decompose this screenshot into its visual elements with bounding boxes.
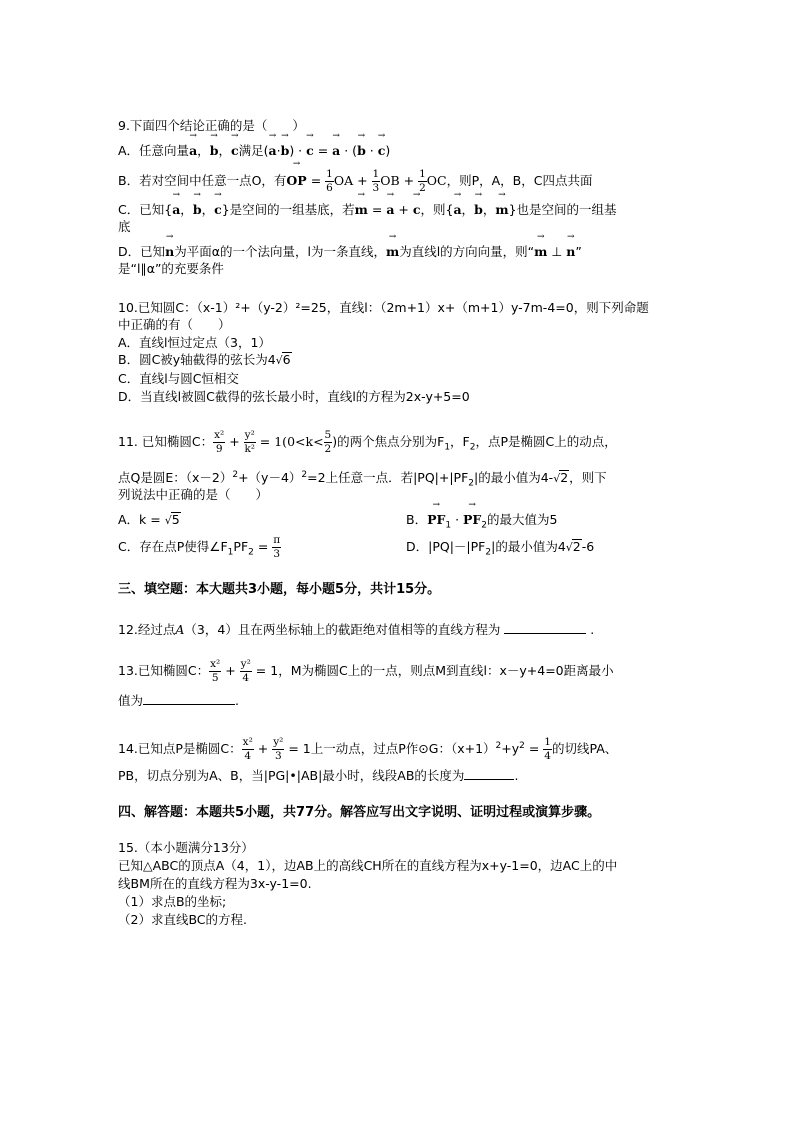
q13: 13.已知椭圆C： $\frac{\text{x²}}{5}$ + $\frac{\text{y²}}{4}$ = 1，M为椭圆C上的一点，则点M到直线l：x－y+4=0距离最小 [118,658,614,684]
q11-option-d: D．$|PQ|-|PF_2|$的最小值为4√2-6 [406,539,595,558]
q10-option-c: C．直线l与圆C恒相交 [118,371,239,386]
q10-stem: 10.已知圆C：（x-1）²+（y-2）²=25，直线l：（2m+1）x+（m+1）y-7m-4=0，则下列命题 [118,300,649,315]
q11-option-a: A．k = √5 [118,512,180,527]
q15-heading: 15.（本小题满分13分） [118,840,254,855]
q9-stem: 9.下面四个结论正确的是（ ） [118,118,305,133]
answer-blank [464,767,514,780]
q10-option-a: A．直线l恒过定点（3，1） [118,335,271,350]
q9-option-d: D．已知→ n为平面α的一个法向量，l为一条直线，→ m为直线l的方向向量，则“→ m ⊥ → n” [118,244,582,260]
q10-option-b: B．圆C被y轴截得的弦长为4√6 [118,352,291,367]
q9-option-b: B．若对空间中任意一点O，有→ OP = $\frac{1}{6}$ OA + $\frac{1}{3}$ OB + $\frac{1}{2}$ OC，则P，A，B，C四点共面 [118,168,592,195]
q11-option-b: B．→ $PF_1$ · → $PF_2$的最大值为5 [406,512,557,534]
answer-blank [504,621,586,634]
q9-option-c: C．已知{→ a，→ b，→ c}是空间的一组基底，若→ m = → a + → c，则{→ a，→ b，→ m}也是空间的一组基 [118,202,617,218]
q15-text-line2: 线BM所在的直线方程为3x-y-1=0. [118,876,312,891]
q15-part1: （1）求点B的坐标; [118,894,227,909]
q14: 14.已知点P是椭圆C： $\frac{\text{x²}}{4}$ + $\frac{\text{y²}}{3}$ = 1上一动点，过点P作⊙G：$(x+1)^2+y^2$ = $\frac{1}{4}$ 的切线PA、 [118,736,618,763]
q11-stem-line3: 列说法中正确的是（ ） [118,487,269,502]
q15-part2: （2）求直线BC的方程. [118,912,248,927]
answer-blank [143,692,235,705]
q11-stem-line2: 点Q是圆E：$(x-2)^2+(y-4)^2=2$上任意一点．若$|PQ|+|PF_2|$的最小值为4-√2，则下 [118,470,607,489]
q9-option-c-cont: 底 [118,219,131,234]
q10-stem-cont: 中正确的有（ ） [118,317,231,332]
q9-option-a: A．任意向量→ a，→ b，→ c满足(→ a·→ b) · → c = → a · (→ b · → c) [118,143,390,159]
q12: 12.经过点A（3，4）且在两坐标轴上的截距绝对值相等的直线方程为 . [118,622,595,637]
section-solutions-heading: 四、解答题：本题共5小题，共77分。解答应写出文字说明、证明过程或演算步骤。 [118,805,601,820]
vector-c: → c [231,143,239,159]
q11-option-c: C．存在点P使得$\angle F_1PF_2$ = $\frac{\pi}{3}$ [118,534,281,560]
q9-option-d-cont: 是“l∥α”的充要条件 [118,261,224,276]
vector-b: → b [210,143,219,159]
q11-stem: 11. 已知椭圆C： $\frac{\text{x²}}{9}$ + $\frac{\text{y²}}{\text{k²}}$ = 1(0<k< $\frac{5}{2}$ )的两个焦点分别为$F_1$，$F_2$，点P是椭圆C上的动点， [118,429,617,455]
vector-a: → a [189,143,197,159]
section-fill-in-heading: 三、填空题：本大题共3小题，每小题5分，共计15分。 [118,582,441,597]
q15-text-line1: 已知△ABC的顶点A（4，1），边AB上的高线CH所在的直线方程为x+y-1=0，边AC上的中 [118,858,618,873]
q14-cont: PB，切点分别为A、B，当|PG|•|AB|最小时，线段AB的长度为 . [118,768,519,783]
q10-option-d: D．当直线l被圆C截得的弦长最小时，直线l的方程为2x-y+5=0 [118,389,470,404]
q13-cont: 值为 . [118,693,239,708]
